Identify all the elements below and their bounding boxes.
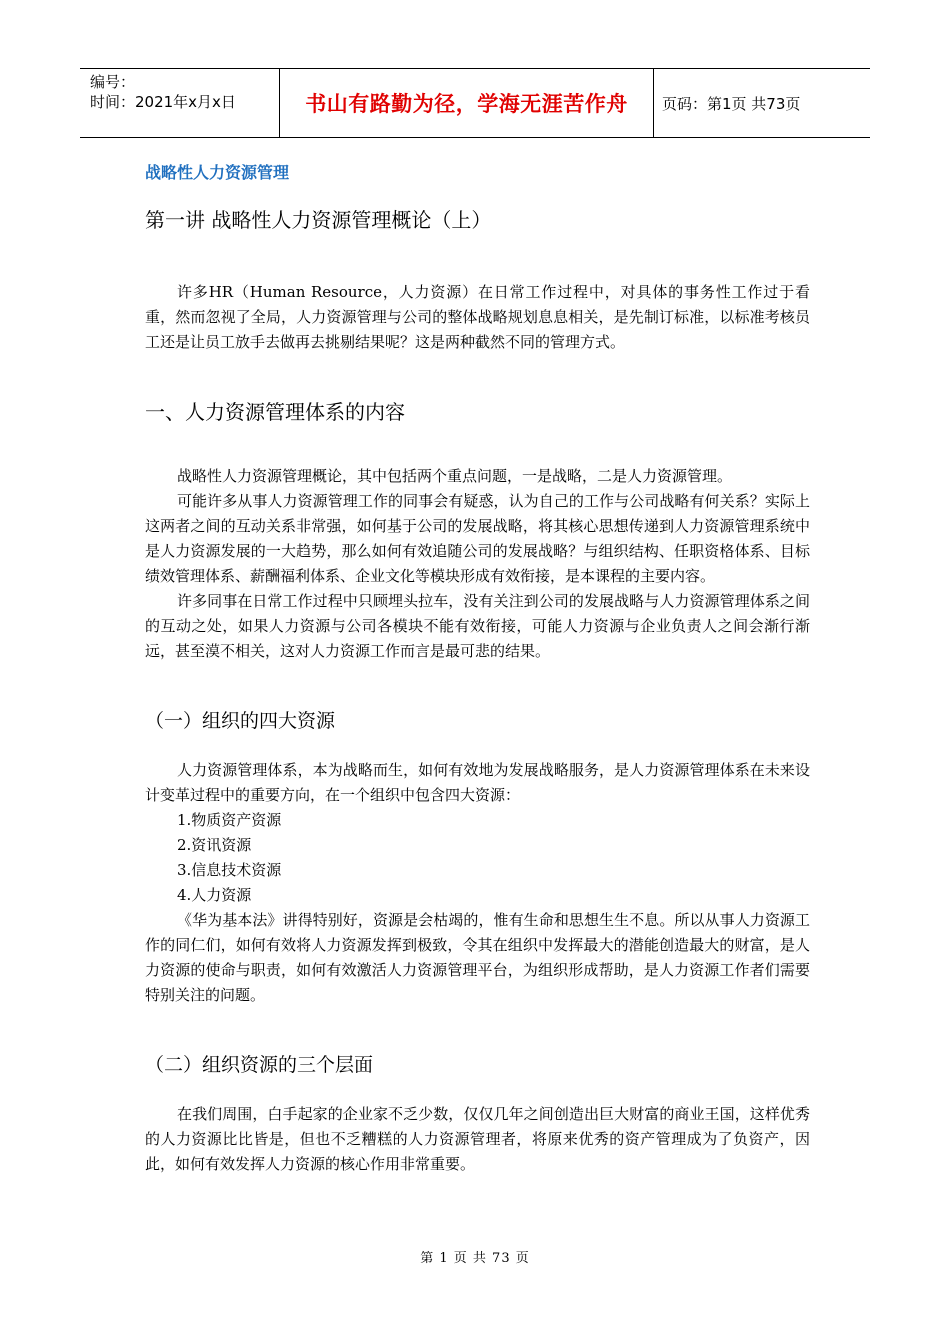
document-title: 战略性人力资源管理 bbox=[145, 163, 290, 182]
header-motto: 书山有路勤为径，学海无涯苦作舟 bbox=[280, 69, 654, 137]
header-meta bbox=[80, 69, 280, 137]
document-number-label: 编号： bbox=[90, 73, 136, 91]
section1-paragraph-2: 可能许多从事人力资源管理工作的同事会有疑惑，认为自己的工作与公司战略有何关系？实际上这两者之间的互动关系非常强，如何基于公司的发展战略，将其核心思想传递到人力资源管理系统中是人力资源发展的一大趋势，那么如何有效追随公司的发展战略？与组织结构、任职资格体系、目标绩效管理体系、薪酬福利体系、企业文化等模块形成有效衔接，是本课程的主要内容。 bbox=[145, 492, 810, 585]
subsection-heading-1: （一）组织的四大资源 bbox=[145, 710, 336, 732]
header-page-info: 页码：第1页 共73页 bbox=[662, 94, 801, 113]
subsection2-paragraph: 在我们周围，白手起家的企业家不乏少数，仅仅几年之间创造出巨大财富的商业王国，这样优秀的人力资源比比皆是，但也不乏糟糕的人力资源管理者，将原来优秀的资产管理成为了负资产，因此，如何有效发挥人力资源的核心作用非常重要。 bbox=[145, 1105, 810, 1173]
subsection-heading-2: （二）组织资源的三个层面 bbox=[145, 1054, 374, 1076]
list-item: 1.物质资产资源 bbox=[177, 811, 282, 829]
subsection1-closing: 《华为基本法》讲得特别好，资源是会枯竭的，惟有生命和思想生生不息。所以从事人力资源工作的同仁们，如何有效将人力资源发挥到极致，令其在组织中发挥最大的潜能创造最大的财富，是人力资源的使命与职责，如何有效激活人力资源管理平台，为组织形成帮助，是人力资源工作者们需要特别关注的问题。 bbox=[145, 911, 810, 1004]
intro-paragraph: 许多HR（Human Resource，人力资源）在日常工作过程中，对具体的事务性工作过于看重，然而忽视了全局，人力资源管理与公司的整体战略规划息息相关，是先制订标准，以标准考核员工还是让员工放手去做再去挑剔结果呢？这是两种截然不同的管理方式。 bbox=[145, 283, 810, 351]
page-footer: 第 1 页 共 73 页 bbox=[420, 1251, 530, 1266]
document-body bbox=[145, 160, 810, 1177]
document-time-label: 时间：2021年x月x日 bbox=[90, 93, 236, 111]
subsection1-intro: 人力资源管理体系，本为战略而生，如何有效地为发展战略服务，是人力资源管理体系在未来设计变革过程中的重要方向，在一个组织中包含四大资源： bbox=[145, 761, 810, 804]
document-header bbox=[80, 68, 870, 138]
section1-paragraph-1: 战略性人力资源管理概论，其中包括两个重点问题，一是战略，二是人力资源管理。 bbox=[177, 467, 733, 485]
lecture-title: 第一讲 战略性人力资源管理概论（上） bbox=[145, 208, 492, 232]
section1-paragraph-3: 许多同事在日常工作过程中只顾埋头拉车，没有关注到公司的发展战略与人力资源管理体系之间的互动之处，如果人力资源与公司各模块不能有效衔接，可能人力资源与企业负责人之间会渐行渐远，甚至漠不相关，这对人力资源工作而言是最可悲的结果。 bbox=[145, 592, 810, 660]
list-item: 2.资讯资源 bbox=[177, 836, 252, 854]
list-item: 4.人力资源 bbox=[177, 886, 252, 904]
list-item: 3.信息技术资源 bbox=[177, 861, 282, 879]
section-heading-1: 一、人力资源管理体系的内容 bbox=[145, 400, 405, 424]
